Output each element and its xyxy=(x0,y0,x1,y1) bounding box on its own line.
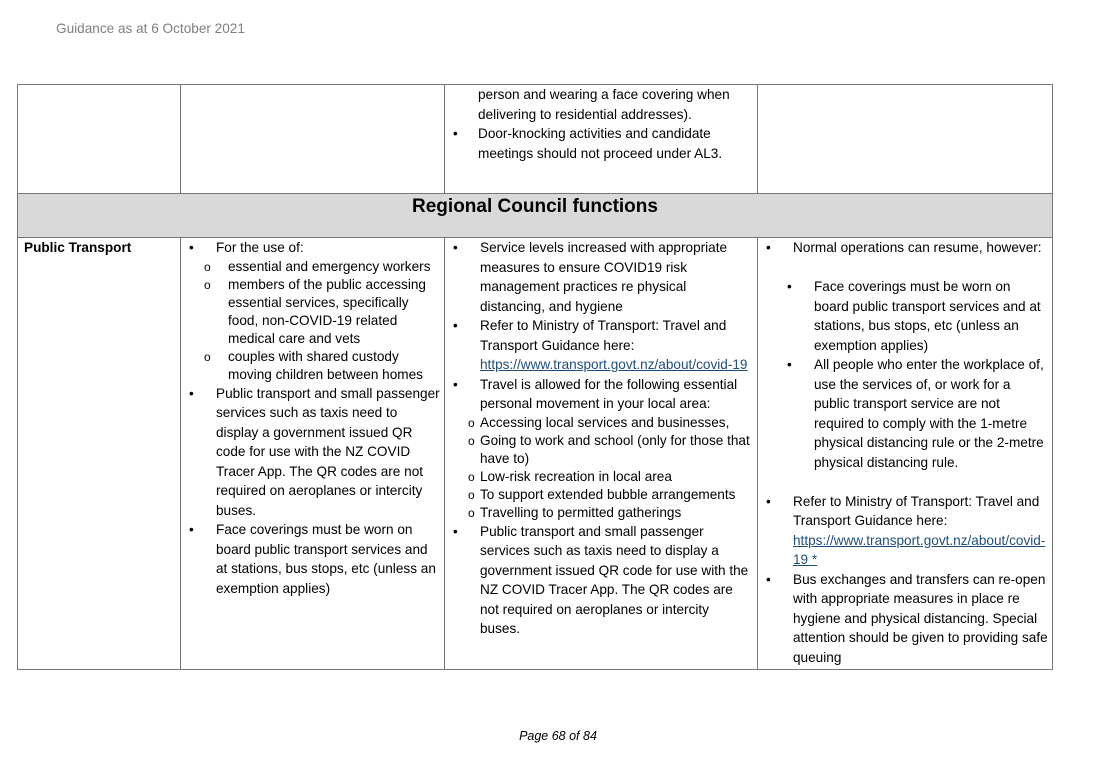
list-item: • Travel is allowed for the following essential personal movement in your local area: xyxy=(445,375,751,414)
sub-list-item: o members of the public accessing essential services, specifically food, non-COVID-19 related medical care and vets xyxy=(181,276,441,348)
sub-list-item: o couples with shared custody moving children between homes xyxy=(181,348,441,384)
list-item-text: Refer to Ministry of Transport: Travel and Transport Guidance here: xyxy=(480,318,727,353)
sub-list-item: o Travelling to permitted gatherings xyxy=(445,504,751,522)
list-item: • Door-knocking activities and candidate meetings should not proceed under AL3. xyxy=(445,124,740,163)
list-item: • Service levels increased with appropriate measures to ensure COVID19 risk management practices re physical distancing, and hygiene xyxy=(445,238,751,316)
row-label-public-transport: Public Transport xyxy=(24,240,132,255)
transport-guidance-link[interactable]: https://www.transport.govt.nz/about/covid-19 xyxy=(480,357,748,372)
sub-list-item: o essential and emergency workers xyxy=(181,258,441,276)
continued-cell xyxy=(445,85,740,163)
sub-list-item: o To support extended bubble arrangements xyxy=(445,486,751,504)
list-item: • Public transport and small passenger services such as taxis need to display a government issued QR code for use with the NZ COVID Tracer App. The QR codes are not required on aeroplanes or intercity buses. xyxy=(445,522,751,639)
sub-list-item: o Low-risk recreation in local area xyxy=(445,468,751,486)
list-item xyxy=(758,492,1048,570)
table-border-left xyxy=(17,84,18,670)
page-footer: Page 68 of 84 xyxy=(519,729,597,743)
table-border-bottom xyxy=(17,669,1053,670)
list-item-text: Refer to Ministry of Transport: Travel and Transport Guidance here: xyxy=(793,493,1040,528)
cell-col4 xyxy=(758,238,1048,667)
column-divider xyxy=(180,84,181,193)
list-item: • Bus exchanges and transfers can re-open with appropriate measures in place re hygiene and physical distancing. Special attention should be given to providing safe queuing xyxy=(758,570,1048,668)
page-header: Guidance as at 6 October 2021 xyxy=(56,21,245,36)
list-item: • Public transport and small passenger services such as taxis need to display a government issued QR code for use with the NZ COVID Tracer App. The QR codes are not required on aeroplanes or intercity buses. xyxy=(181,384,441,521)
transport-guidance-link[interactable]: https://www.transport.govt.nz/about/covid-19 * xyxy=(793,532,1046,567)
section-title: Regional Council functions xyxy=(412,196,658,217)
sub-list-item: • Face coverings must be worn on board public transport services and at stations, bus stops, etc (unless an exemption applies) xyxy=(758,277,1048,355)
guidance-table xyxy=(17,84,1053,670)
list-item: • Normal operations can resume, however: xyxy=(758,238,1048,258)
sub-list-item: • All people who enter the workplace of, use the services of, or work for a public transport service are not required to comply with the 1-metre physical distancing rule or the 2-metre physical distancing rule. xyxy=(758,355,1048,472)
table-border-right xyxy=(1052,84,1053,670)
list-item: • For the use of: xyxy=(181,238,441,258)
column-divider xyxy=(757,84,758,193)
row-divider xyxy=(17,193,1053,194)
list-item: • Face coverings must be worn on board public transport services and at stations, bus stops, etc (unless an exemption applies) xyxy=(181,520,441,598)
cell-col2 xyxy=(181,238,441,598)
cell-col3 xyxy=(445,238,751,639)
sub-list-item: o Going to work and school (only for those that have to) xyxy=(445,432,751,468)
list-item xyxy=(445,316,751,375)
sub-list-item: o Accessing local services and businesses, xyxy=(445,414,751,432)
list-item: person and wearing a face covering when delivering to residential addresses). xyxy=(478,87,730,122)
